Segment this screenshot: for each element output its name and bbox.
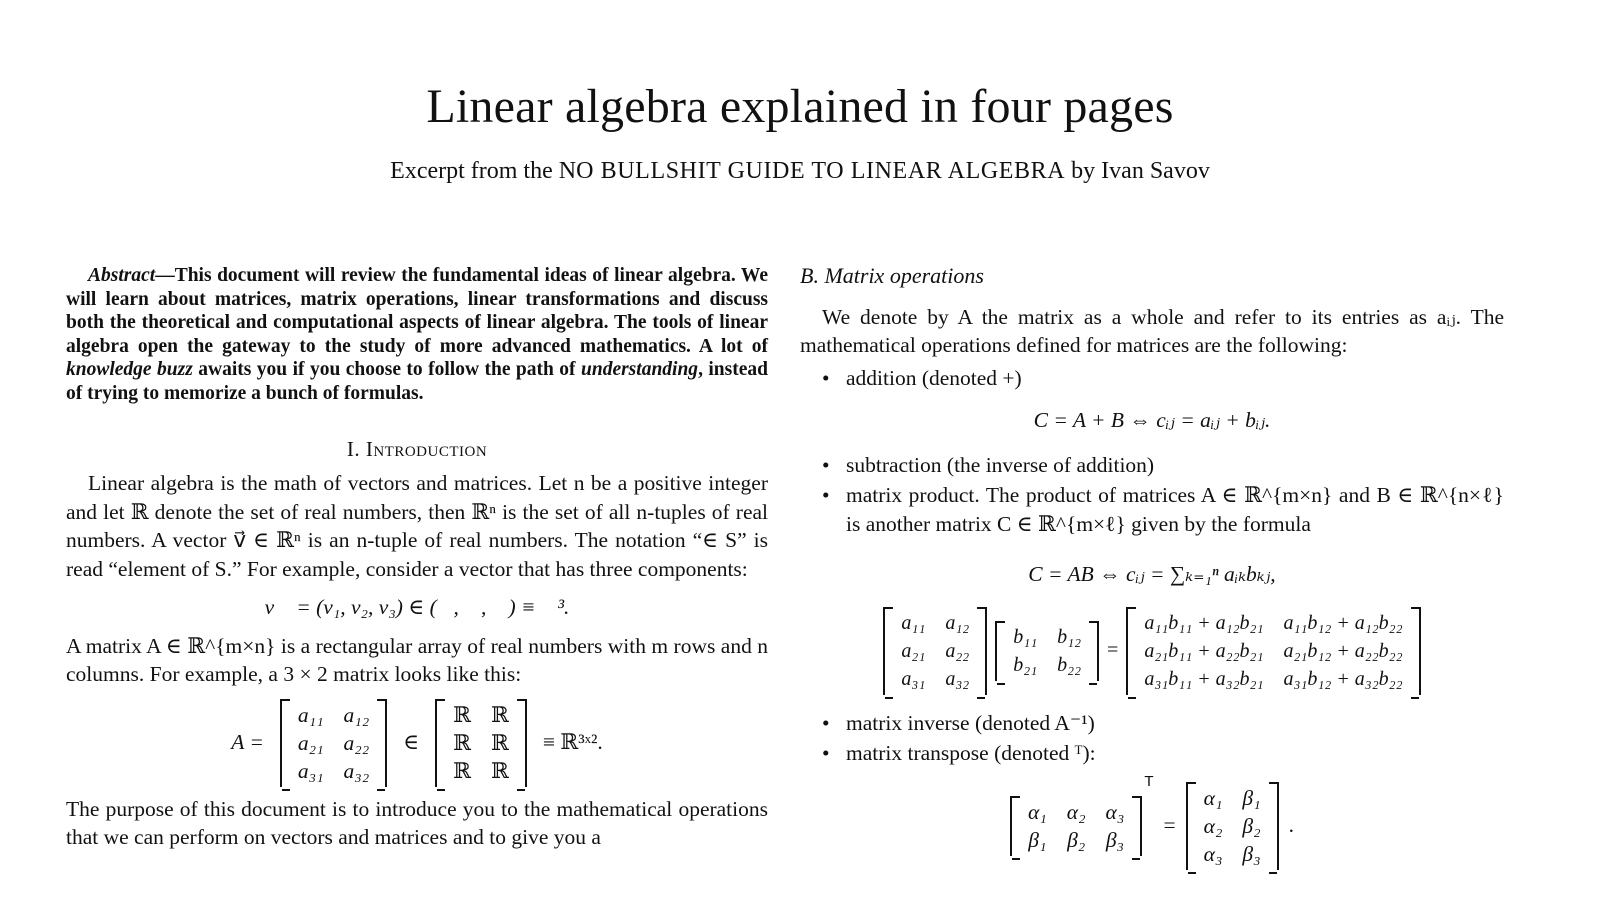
matrix-cell: β₂ bbox=[1067, 827, 1086, 852]
element-of-symbol: ∈ bbox=[403, 730, 420, 755]
matrix-example-lhs: A = bbox=[231, 730, 264, 755]
subsection-heading-matrix-operations: B. Matrix operations bbox=[800, 263, 984, 288]
page-subtitle bbox=[0, 156, 1600, 186]
page-title: Linear algebra explained in four pages bbox=[426, 80, 1174, 133]
matrix-example-equation bbox=[66, 699, 768, 787]
abstract-text-2: awaits you if you choose to follow the path of bbox=[192, 359, 581, 380]
matrix-product bbox=[1126, 607, 1420, 695]
matrix-cell: β₁ bbox=[1028, 827, 1047, 852]
matrix-cell: a₃₂ bbox=[343, 758, 370, 783]
bullet-icon: • bbox=[822, 452, 830, 477]
bullet-icon: • bbox=[822, 710, 830, 735]
list-item-inverse bbox=[800, 709, 1504, 738]
matrix-transpose-rhs bbox=[1186, 782, 1279, 870]
matrix-cell: β₁ bbox=[1242, 785, 1261, 810]
matrix-cell: a₂₁ bbox=[901, 639, 926, 662]
matrix-cell: a₁₁ bbox=[901, 611, 926, 634]
list-item-text: matrix inverse (denoted A⁻¹) bbox=[846, 710, 1095, 735]
list-item-text: addition (denoted +) bbox=[846, 365, 1022, 390]
matrix-cell: ℝ bbox=[491, 758, 509, 783]
list-item-transpose bbox=[800, 739, 1504, 768]
intro-paragraph-2: A matrix A ∈ ℝ^{m×n} is a rectangular array of real numbers with m rows and n columns. For example, a 3 × 2 matrix looks like this: bbox=[66, 633, 768, 686]
period: . bbox=[1288, 813, 1294, 838]
transpose-equation: α₁ α₂ α₃ β₁ β₂ β₃ T = α₁ β₁ α₂ β₂ α₃ β₃ . bbox=[800, 782, 1504, 870]
abstract bbox=[66, 264, 768, 405]
intro-paragraph-1: Linear algebra is the math of vectors and matrices. Let n be a positive integer and let ℝ denote the set of real numbers, then ℝⁿ is the set of all n-tuples of real numbers. A vector v⃗ ∈ ℝⁿ is an n-tuple of real numbers. The notation “∈ S” is read “element of S.” For example, consider a vector that has three components: bbox=[66, 471, 768, 581]
subtitle-suffix: by Ivan Savov bbox=[1065, 158, 1210, 184]
abstract-emphasis-1: knowledge buzz bbox=[66, 359, 193, 380]
matrix-cell: ℝ bbox=[491, 702, 509, 727]
matrix-cell: α₁ bbox=[1203, 785, 1223, 810]
bullet-icon: • bbox=[822, 741, 830, 765]
matrix-cell: a₃₁ bbox=[297, 758, 324, 783]
list-item-addition bbox=[800, 364, 1504, 393]
matrix-cell: a₂₁ bbox=[297, 730, 324, 755]
matrix-b bbox=[995, 621, 1099, 681]
section-heading-introduction bbox=[66, 435, 768, 463]
matrix-cell: a₁₂ bbox=[945, 611, 970, 634]
intro-paragraph-3: The purpose of this document is to introduce you to the mathematical operations that we can perform on vectors and matrices and to give you a bbox=[66, 796, 768, 849]
right-column bbox=[800, 262, 1504, 870]
left-column bbox=[66, 264, 768, 852]
matrix-cell: β₃ bbox=[1105, 827, 1125, 852]
matrix-cell: β₂ bbox=[1242, 813, 1261, 838]
operations-list-2 bbox=[800, 451, 1504, 539]
matrix-cell: a₃₁b₁₁ + a₃₂b₂₁ bbox=[1144, 667, 1264, 690]
matrix-cell: a₃₂ bbox=[945, 667, 970, 690]
list-item-product bbox=[800, 481, 1504, 538]
matrix-cell: a₂₁b₁₁ + a₂₂b₂₁ bbox=[1144, 639, 1264, 662]
product-matrix-equation bbox=[800, 607, 1504, 695]
matrix-cell: a₁₁b₁₂ + a₁₂b₂₂ bbox=[1283, 611, 1403, 634]
matrix-cell: a₂₂ bbox=[945, 639, 970, 662]
abstract-dash: — bbox=[155, 265, 175, 286]
matrix-cell: a₂₂ bbox=[343, 730, 370, 755]
list-item-text: subtraction (the inverse of addition) bbox=[846, 452, 1155, 477]
matrix-a bbox=[883, 607, 987, 695]
subtitle-prefix: Excerpt from the bbox=[390, 158, 559, 184]
bullet-icon: • bbox=[822, 483, 830, 507]
matrix-a bbox=[280, 699, 387, 787]
addition-equation: C = A + B ⇔ cᵢⱼ = aᵢⱼ + bᵢⱼ. bbox=[1033, 408, 1271, 432]
list-item-subtraction bbox=[800, 451, 1504, 480]
matrix-cell: α₂ bbox=[1203, 813, 1223, 838]
equals-sign: = bbox=[1107, 639, 1119, 662]
matrix-transpose-lhs bbox=[1010, 796, 1142, 856]
section-title: Introduction bbox=[365, 437, 488, 461]
list-item-text: matrix product. The product of matrices A ∈ ℝ^{m×n} and B ∈ ℝ^{n×ℓ} is another matrix C ∈ ℝ^{m×ℓ} given by the formula bbox=[846, 483, 1504, 536]
list-item-text: matrix transpose (denoted ᵀ): bbox=[846, 741, 1096, 765]
matrix-cell: ℝ bbox=[491, 730, 509, 755]
equals-sign: = bbox=[1163, 813, 1176, 838]
subtitle-book-rest: O BULLSHIT GUIDE TO LINEAR ALGEBRA bbox=[576, 158, 1066, 184]
matrix-cell: b₁₂ bbox=[1057, 625, 1082, 648]
bullet-icon: • bbox=[822, 365, 830, 390]
matrix-operations-paragraph: We denote by A the matrix as a whole and refer to its entries as aᵢⱼ. The mathematical operations defined for matrices are the following: bbox=[800, 304, 1504, 357]
matrix-cell: ℝ bbox=[453, 702, 472, 727]
matrix-cell: α₂ bbox=[1066, 799, 1086, 824]
matrix-cell: α₃ bbox=[1105, 799, 1125, 824]
matrix-cell: ℝ bbox=[453, 758, 472, 783]
matrix-cell: a₁₁ bbox=[297, 702, 324, 727]
abstract-text-3: , instead of trying to memorize a bunch of formulas. bbox=[66, 359, 768, 404]
matrix-cell: β₃ bbox=[1242, 841, 1261, 866]
matrix-example-tail: ≡ ℝ³ˣ². bbox=[542, 730, 603, 755]
operations-list bbox=[800, 364, 1504, 393]
matrix-cell: b₂₁ bbox=[1013, 653, 1038, 676]
matrix-cell: b₁₁ bbox=[1013, 625, 1038, 648]
matrix-cell: a₃₁b₁₂ + a₃₂b₂₂ bbox=[1283, 667, 1403, 690]
matrix-cell: a₃₁ bbox=[901, 667, 926, 690]
abstract-emphasis-2: understanding bbox=[581, 359, 699, 380]
matrix-cell: α₁ bbox=[1028, 799, 1047, 824]
vector-equation: v⃗ = (v₁, v₂, v₃) ∈ (ℝ, ℝ, ℝ) ≡ ℝ³. bbox=[264, 595, 570, 619]
matrix-reals bbox=[435, 699, 527, 787]
matrix-cell: a₁₂ bbox=[343, 702, 370, 727]
matrix-cell: b₂₂ bbox=[1057, 653, 1082, 676]
product-equation: C = AB ⇔ cᵢⱼ = ∑ₖ₌₁ⁿ aᵢₖbₖⱼ, bbox=[1028, 562, 1276, 586]
abstract-label: Abstract bbox=[88, 265, 156, 286]
operations-list-3 bbox=[800, 709, 1504, 768]
abstract-text-1: This document will review the fundamental ideas of linear algebra. We will learn about matrices, matrix operations, linear transformations and discuss both the theoretical and computational aspects of linear algebra. The tools of linear algebra open the gateway to the study of more advanced mathematics. A lot of bbox=[66, 265, 768, 357]
subtitle-book-first: N bbox=[558, 158, 577, 184]
matrix-cell: ℝ bbox=[453, 730, 472, 755]
matrix-cell: a₂₁b₁₂ + a₂₂b₂₂ bbox=[1283, 639, 1403, 662]
matrix-cell: a₁₁b₁₁ + a₁₂b₂₁ bbox=[1144, 611, 1264, 634]
section-number: I. bbox=[346, 437, 366, 461]
matrix-cell: α₃ bbox=[1203, 841, 1223, 866]
